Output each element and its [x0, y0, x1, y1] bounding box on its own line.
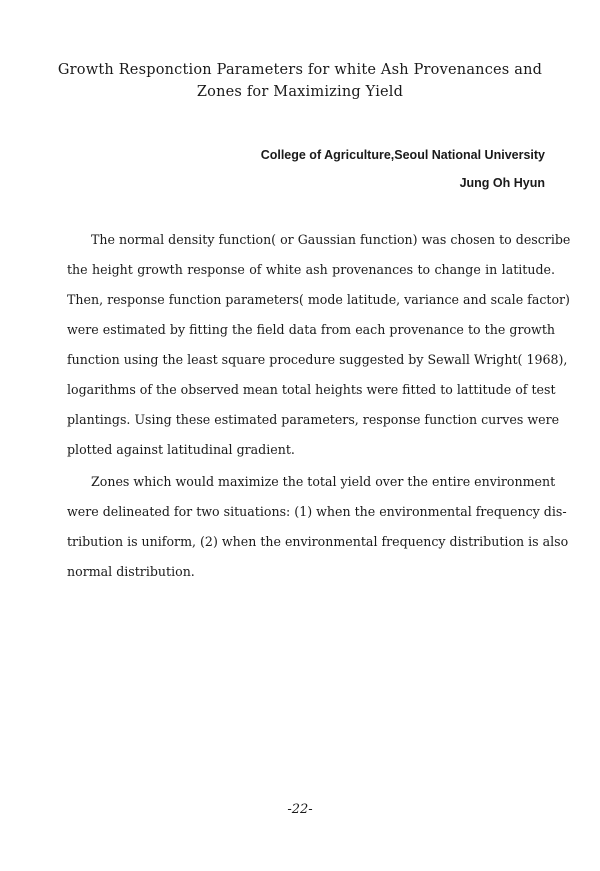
- paper-title-line-1: Growth Responction Parameters for white Ash Provenances and: [57, 62, 543, 78]
- paragraph-line: plantings. Using these estimated parameters, response function curves were: [67, 412, 560, 427]
- paragraph-line: were delineated for two situations: (1) when the environmental frequency dis-: [67, 504, 567, 519]
- paragraph-line: Then, response function parameters( mode latitude, variance and scale factor): [67, 292, 570, 307]
- paragraph-line: plotted against latitudinal gradient.: [67, 442, 295, 457]
- author-name: Jung Oh Hyun: [459, 176, 545, 190]
- paragraph-line: logarithms of the observed mean total heights were fitted to lattitude of test: [67, 382, 556, 397]
- abstract-paragraph-2: [67, 467, 569, 587]
- paragraph-line: The normal density function( or Gaussian function) was chosen to describe: [91, 232, 571, 247]
- paragraph-line: normal distribution.: [67, 564, 195, 579]
- paragraph-line: function using the least square procedure suggested by Sewall Wright( 1968),: [67, 352, 568, 367]
- paragraph-line: were estimated by fitting the field data from each provenance to the growth: [67, 322, 555, 337]
- paragraph-line: the height growth response of white ash provenances to change in latitude.: [67, 262, 555, 277]
- abstract-paragraph-1: [67, 225, 571, 465]
- paper-title-line-2: Zones for Maximizing Yield: [196, 84, 404, 100]
- author-affiliation: College of Agriculture,Seoul National University: [260, 148, 545, 162]
- paragraph-line: Zones which would maximize the total yield over the entire environment: [91, 474, 556, 489]
- page-number: -22-: [287, 802, 313, 817]
- paragraph-line: tribution is uniform, (2) when the environmental frequency distribution is also: [67, 534, 569, 549]
